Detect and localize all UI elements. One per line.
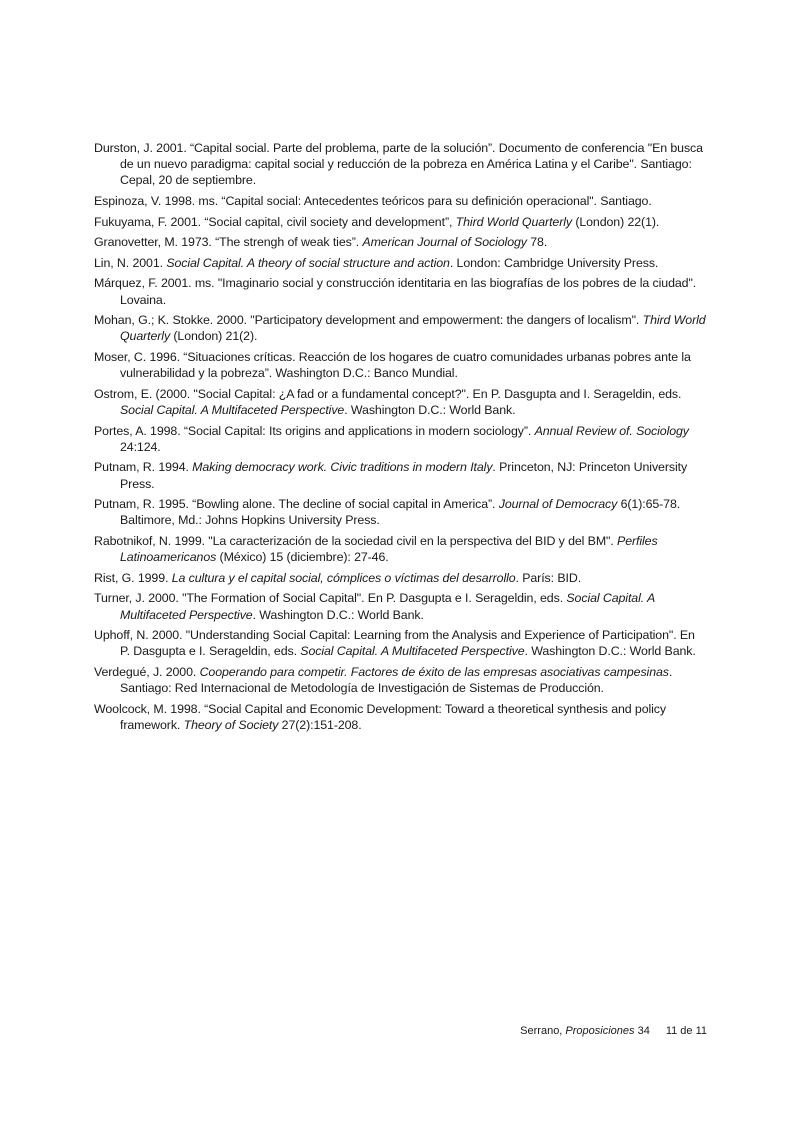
references-list bbox=[94, 140, 706, 738]
reference-entry bbox=[94, 590, 706, 622]
reference-text: 6(1):65-78. Baltimore, Md.: Johns Hopkins University Press. bbox=[120, 497, 681, 528]
reference-text: Woolcock, M. 1998. “Social Capital and Economic Development: Toward a theoretical synthesis and policy framework. bbox=[94, 701, 666, 732]
reference-title-italic: Third World Quarterly bbox=[455, 214, 572, 229]
footer-issue: 34 bbox=[634, 1025, 650, 1037]
reference-entry bbox=[94, 140, 706, 189]
reference-text: . Washington D.C.: World Bank. bbox=[344, 402, 516, 417]
reference-entry bbox=[94, 234, 706, 250]
reference-text: Ostrom, E. (2000. "Social Capital: ¿A fad or a fundamental concept?". En P. Dasgupta and I. Serageldin, eds. bbox=[94, 386, 682, 401]
reference-text: 27(2):151-208. bbox=[278, 717, 362, 732]
reference-text: Fukuyama, F. 2001. “Social capital, civil society and development”, bbox=[94, 214, 456, 229]
reference-entry bbox=[94, 275, 706, 307]
reference-title-italic: Perfiles Latinoamericanos bbox=[120, 533, 658, 565]
reference-title-italic: Journal of Democracy bbox=[498, 497, 618, 512]
page-footer bbox=[520, 1025, 707, 1037]
reference-title-italic: Cooperando para competir. Factores de éxito de las empresas asociativas campesinas bbox=[199, 664, 669, 679]
reference-text: (México) 15 (diciembre): 27-46. bbox=[216, 550, 389, 565]
reference-title-italic: Social Capital. A Multifaceted Perspective bbox=[120, 591, 655, 622]
reference-text: . París: BID. bbox=[515, 570, 582, 585]
reference-title-italic: Making democracy work. Civic traditions in modern Italy bbox=[192, 460, 493, 475]
reference-entry bbox=[94, 701, 706, 733]
reference-entry bbox=[94, 627, 706, 659]
reference-entry bbox=[94, 570, 706, 586]
reference-text: Lin, N. 2001. bbox=[94, 255, 167, 270]
reference-text: 78. bbox=[526, 235, 548, 250]
reference-entry bbox=[94, 193, 706, 209]
reference-title-italic: American Journal of Sociology bbox=[362, 235, 527, 250]
reference-entry bbox=[94, 533, 706, 565]
reference-text: Mohan, G.; K. Stokke. 2000. "Participatory development and empowerment: the dangers of localism". bbox=[94, 313, 643, 328]
footer-author: Serrano, bbox=[520, 1025, 566, 1037]
reference-text: Moser, C. 1996. “Situaciones críticas. Reacción de los hogares de cuatro comunidades urbanas pobres ante la vulnerabilidad y la pobreza”. Washington D.C.: Banco Mundial. bbox=[94, 349, 691, 381]
reference-text: Verdegué, J. 2000. bbox=[94, 664, 200, 679]
reference-entry bbox=[94, 386, 706, 418]
reference-text: Putnam, R. 1994. bbox=[94, 460, 193, 475]
reference-title-italic: Third World Quarterly bbox=[120, 313, 706, 344]
reference-entry bbox=[94, 214, 706, 230]
reference-text: Portes, A. 1998. “Social Capital: Its origins and applications in modern sociology”. bbox=[94, 423, 535, 438]
reference-text: . Santiago: Red Internacional de Metodología de Investigación de Sistemas de Producción. bbox=[120, 664, 673, 696]
reference-title-italic: Theory of Society bbox=[183, 717, 279, 732]
reference-text: Putnam, R. 1995. “Bowling alone. The decline of social capital in America”. bbox=[94, 497, 499, 512]
reference-text: . Princeton, NJ: Princeton University Press. bbox=[120, 460, 688, 491]
reference-text: . London: Cambridge University Press. bbox=[449, 255, 659, 270]
reference-entry bbox=[94, 664, 706, 696]
reference-text: Turner, J. 2000. "The Formation of Social Capital". En P. Dasgupta e I. Serageldin, eds. bbox=[94, 591, 567, 606]
reference-entry bbox=[94, 349, 706, 381]
reference-entry bbox=[94, 496, 706, 528]
reference-text: Durston, J. 2001. “Capital social. Parte del problema, parte de la solución”. Documento de conferencia "En busca de un nuevo paradigma: capital social y reducción de la pobreza en América Latina y el Caribe". Santiago: Cepal, 20 de septiembre. bbox=[94, 141, 703, 188]
reference-text: 24:124. bbox=[120, 439, 161, 454]
reference-entry bbox=[94, 312, 706, 344]
reference-text: Uphoff, N. 2000. "Understanding Social Capital: Learning from the Analysis and Experience of Participation". En P. Dasgupta e I. Serageldin, eds. bbox=[94, 628, 695, 659]
reference-title-italic: Social Capital. A Multifaceted Perspective bbox=[120, 402, 345, 417]
reference-text: Granovetter, M. 1973. “The strengh of weak ties”. bbox=[94, 235, 363, 250]
reference-title-italic: Annual Review of. Sociology bbox=[534, 423, 689, 438]
reference-text: . Washington D.C.: World Bank. bbox=[524, 644, 696, 659]
reference-title-italic: La cultura y el capital social, cómplices o víctimas del desarrollo bbox=[171, 570, 516, 585]
reference-text: Rabotnikof, N. 1999. "La caracterización de la sociedad civil en la perspectiva del BID y del BM". bbox=[94, 533, 618, 548]
reference-entry bbox=[94, 255, 706, 271]
reference-text: Márquez, F. 2001. ms. "Imaginario social y construcción identitaria en las biografías de los pobres de la ciudad". Lovaina. bbox=[94, 276, 697, 307]
reference-title-italic: Social Capital. A Multifaceted Perspective bbox=[300, 644, 525, 659]
reference-text: Espinoza, V. 1998. ms. “Capital social: Antecedentes teóricos para su definición operacional". Santiago. bbox=[94, 194, 652, 208]
reference-text: Rist, G. 1999. bbox=[94, 570, 172, 585]
reference-entry bbox=[94, 423, 706, 455]
reference-text: . Washington D.C.: World Bank. bbox=[252, 607, 424, 622]
reference-text: (London) 21(2). bbox=[170, 329, 258, 344]
reference-text: (London) 22(1). bbox=[571, 214, 660, 229]
reference-title-italic: Social Capital. A theory of social structure and action bbox=[166, 255, 450, 270]
page-number: 11 de 11 bbox=[665, 1025, 707, 1037]
reference-entry bbox=[94, 459, 706, 491]
footer-journal: Proposiciones bbox=[565, 1025, 635, 1037]
